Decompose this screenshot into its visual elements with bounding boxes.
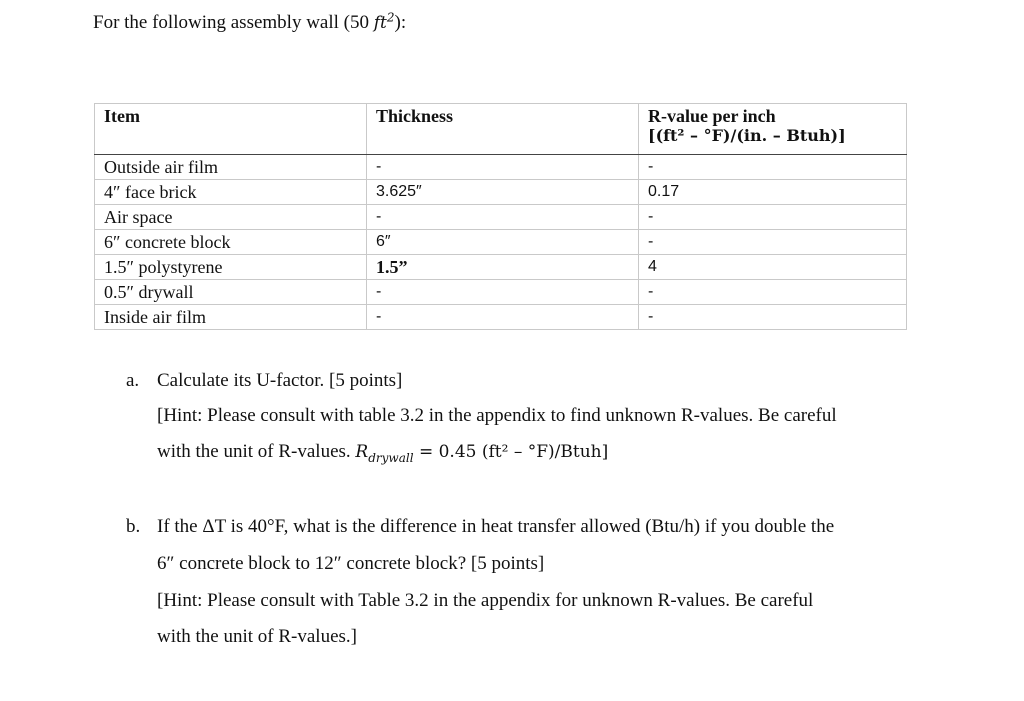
intro-text xyxy=(93,12,406,34)
table-row xyxy=(95,180,907,205)
cell-item: 4″ face brick xyxy=(95,180,367,205)
cell-item: Outside air film xyxy=(95,155,367,180)
intro-prefix: For the following assembly wall (50 xyxy=(93,12,374,33)
question-b-label: b. xyxy=(126,516,141,537)
assembly-table xyxy=(94,103,907,330)
r-drywall-symbol: $R_{drywall}$ xyxy=(355,442,414,465)
cell-item: 1.5″ polystyrene xyxy=(95,255,367,280)
question-b-line4: with the unit of R-values.] xyxy=(157,626,357,647)
cell-item: 6″ concrete block xyxy=(95,230,367,255)
r-drywall-formula: = 0.45 (ft² – °F)/Btuh] xyxy=(413,442,609,462)
question-a-line1: Calculate its U-factor. [5 points] xyxy=(157,370,403,391)
cell-rvalue: 4 xyxy=(639,255,907,280)
header-item: Item xyxy=(95,104,367,155)
cell-thickness: - xyxy=(367,305,639,330)
cell-thickness: 6″ xyxy=(367,230,639,255)
cell-rvalue: - xyxy=(639,155,907,180)
cell-thickness: - xyxy=(367,155,639,180)
cell-item: 0.5″ drywall xyxy=(95,280,367,305)
table-row xyxy=(95,230,907,255)
table-row xyxy=(95,305,907,330)
header-rvalue-title: R-value per inch xyxy=(648,106,776,126)
table-row xyxy=(95,255,907,280)
header-rvalue-unit: [(ft² – °F)/(in. – Btuh)] xyxy=(648,126,846,145)
cell-thickness: 1.5” xyxy=(367,255,639,280)
cell-rvalue: - xyxy=(639,280,907,305)
cell-rvalue: - xyxy=(639,230,907,255)
cell-thickness: - xyxy=(367,280,639,305)
table-header-row xyxy=(95,104,907,155)
table-row xyxy=(95,155,907,180)
cell-thickness: 3.625″ xyxy=(367,180,639,205)
question-a-label: a. xyxy=(126,370,140,391)
cell-rvalue: 0.17 xyxy=(639,180,907,205)
question-a-line3: with the unit of R-values. $R_{drywall} = 0.45$ (ft² – °F)/Btuh] xyxy=(157,441,609,465)
header-rvalue xyxy=(639,104,907,155)
cell-item: Inside air film xyxy=(95,305,367,330)
area-unit: $ft^2$ xyxy=(373,10,395,33)
header-thickness: Thickness xyxy=(367,104,639,155)
question-b-line3: [Hint: Please consult with Table 3.2 in the appendix for unknown R-values. Be careful xyxy=(157,590,814,611)
cell-item: Air space xyxy=(95,205,367,230)
question-b-line2: 6″ concrete block to 12″ concrete block? [5 points] xyxy=(157,553,545,574)
question-b-line1: If the ΔT is 40°F, what is the difference in heat transfer allowed (Btu/h) if you double the xyxy=(157,516,835,537)
question-a-line2: [Hint: Please consult with table 3.2 in the appendix to find unknown R-values. Be careful xyxy=(157,405,837,426)
table-row xyxy=(95,205,907,230)
cell-rvalue: - xyxy=(639,305,907,330)
intro-suffix: ): xyxy=(394,12,407,33)
cell-rvalue: - xyxy=(639,205,907,230)
table-row xyxy=(95,280,907,305)
cell-thickness: - xyxy=(367,205,639,230)
